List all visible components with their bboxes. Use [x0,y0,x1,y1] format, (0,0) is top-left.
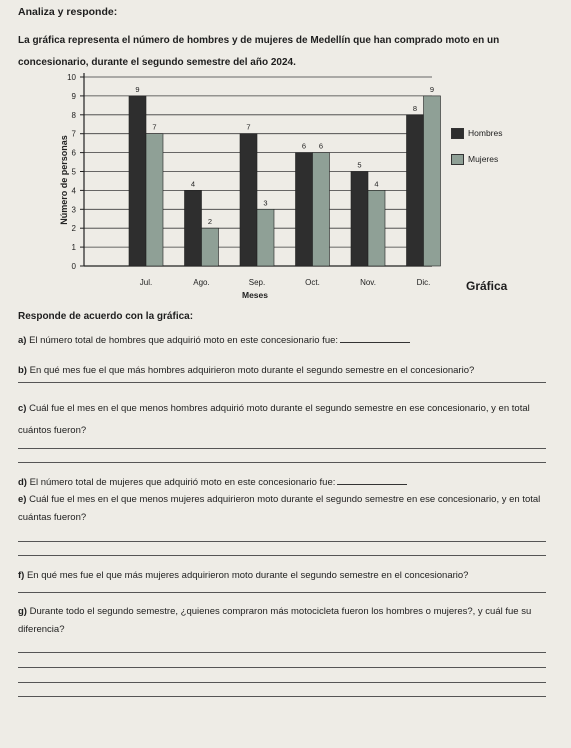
question-e-label: e) [18,494,27,505]
bar-mujeres [257,209,274,266]
y-tick-label: 5 [71,167,76,177]
y-tick-label: 7 [71,129,76,139]
legend-item-mujeres [451,153,502,165]
answer-g-line-4[interactable] [18,696,546,697]
legend-item-hombres [451,127,502,139]
answer-e-line-1[interactable] [18,541,546,542]
bar-hombres [351,172,368,267]
bar-mujeres [202,228,219,266]
question-a-label: a) [18,335,27,346]
bar-value-label: 8 [412,103,418,113]
bar-value-label: 7 [246,122,251,132]
bar-hombres [129,96,146,266]
y-tick-label: 9 [71,91,76,101]
question-a [18,332,548,350]
answer-g-line-2[interactable] [18,667,546,668]
bar-value-label: 4 [374,179,379,189]
question-f [18,567,548,585]
bar-hombres [185,190,202,266]
y-axis-label: Número de personas [59,135,69,225]
legend-label-hombres: Hombres [468,128,503,138]
x-tick-label: Jul. [139,278,153,287]
bar-mujeres [146,134,163,266]
legend-label-mujeres: Mujeres [468,154,499,164]
y-tick-label: 1 [71,243,76,253]
question-b-text: En qué mes fue el que más hombres adquirieron moto durante el segundo semestre en el concesionario? [29,365,475,376]
x-tick-label: Nov. [360,278,376,287]
y-tick-label: 6 [71,148,76,158]
instructions: Responde de acuerdo con la gráfica: [18,311,194,322]
question-e-text: Cuál fue el mes en el que menos mujeres adquirieron moto durante el segundo semestre en ese concesionario, y en total cuántas fueron? [18,494,541,523]
question-a-text: El número total de hombres que adquirió moto en este concesionario fue: [29,335,339,346]
bar-mujeres [313,153,330,266]
y-tick-label: 0 [71,262,76,271]
bar-value-label: 4 [190,179,196,189]
x-tick-label: Oct. [305,278,320,287]
bar-value-label: 9 [135,84,140,94]
y-tick-label: 3 [71,205,76,215]
question-e [18,491,548,527]
chart-legend [451,127,502,179]
y-tick-label: 8 [71,110,76,120]
question-b-label: b) [18,365,27,376]
question-d-text: El número total de mujeres que adquirió moto en este concesionario fue: [29,477,336,488]
answer-g-line-3[interactable] [18,682,546,683]
answer-g-line-1[interactable] [18,652,546,653]
x-tick-label: Ago. [193,278,210,287]
y-tick-label: 4 [71,186,76,196]
bar-value-label: 6 [318,141,324,151]
question-d-label: d) [18,477,27,488]
bar-hombres [407,115,424,266]
chart-title: Gráfica [466,279,508,293]
answer-b-line[interactable] [18,382,546,383]
y-tick-label: 2 [71,224,76,234]
x-axis-label: Meses [242,290,268,300]
question-g-text: Durante todo el segundo semestre, ¿quienes compraron más motocicleta fueron los hombres o mujeres?, y cuál fue su diferencia? [18,606,532,635]
bar-mujeres [368,190,385,266]
bar-mujeres [424,96,441,266]
bar-value-label: 9 [429,84,435,94]
answer-c-line-1[interactable] [18,448,546,449]
y-tick-label: 10 [67,73,76,82]
question-c-label: c) [18,403,27,414]
answer-f-line[interactable] [18,592,546,593]
bar-value-label: 5 [357,160,362,170]
bar-value-label: 6 [301,141,307,151]
bar-value-label: 2 [207,217,213,227]
bar-hombres [296,153,313,266]
question-g [18,603,548,639]
question-f-label: f) [18,570,25,581]
legend-swatch-mujeres [451,154,464,165]
question-b [18,362,548,380]
bar-value-label: 7 [152,122,157,132]
question-f-text: En qué mes fue el que más mujeres adquirieron moto durante el segundo semestre en el concesionario? [26,570,469,581]
x-tick-label: Sep. [248,278,266,287]
bar-value-label: 3 [263,198,268,208]
question-c [18,398,548,442]
legend-swatch-hombres [451,128,464,139]
question-d [18,474,548,492]
answer-a-blank[interactable] [340,332,410,343]
answer-c-line-2[interactable] [18,462,546,463]
answer-e-line-2[interactable] [18,555,546,556]
answer-d-blank[interactable] [337,474,407,485]
x-tick-label: Dic. [416,278,431,287]
heading: Analiza y responde: [18,6,118,18]
bar-hombres [240,134,257,266]
question-g-label: g) [18,606,27,617]
intro-text: La gráfica representa el número de hombres y de mujeres de Medellín que han comprado moto en un concesionario, durante el segundo semestre del año 2024. [18,35,500,68]
question-c-text: Cuál fue el mes en el que menos hombres adquirió moto durante el segundo semestre en ese concesionario, y en total cuántos fueron? [18,403,530,436]
